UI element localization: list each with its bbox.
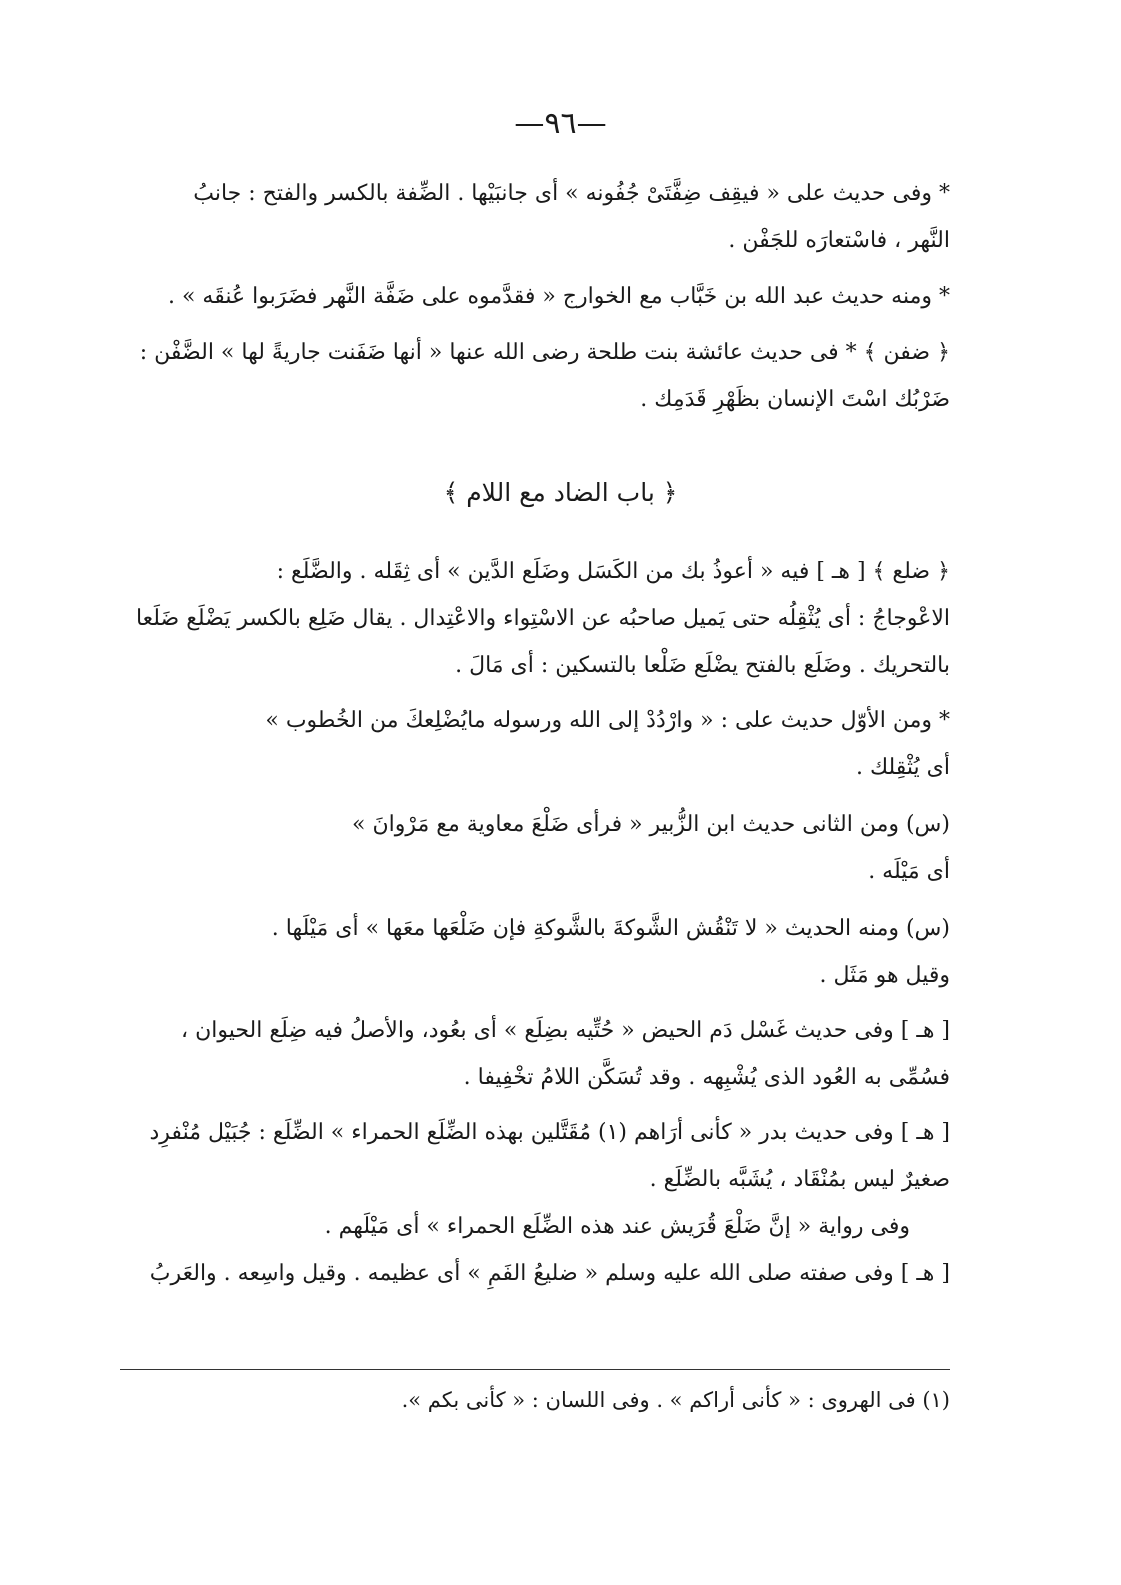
text-line: ﴿ ضفن ﴾ * فى حديث عائشة بنت طلحة رضى الله عنها « أنها ضَفَنت جاريةً لها » الضَّفْن : xyxy=(139,340,950,365)
text-line: فسُمِّى به العُود الذى يُشْبِهه . وقد تُسَكَّن اللامُ تخْفِيفا . xyxy=(463,1065,950,1090)
paragraph xyxy=(120,1203,950,1250)
text-line: ﴿ ضلع ﴾ [ هـ ] فيه « أعوذُ بك من الكَسَل وضَلَع الدَّين » أى ثِقَله . والضَّلَع : xyxy=(276,559,950,584)
paragraph xyxy=(120,1109,950,1203)
page-number: —٩٦— xyxy=(514,106,607,141)
text-line: الاعْوجاجُ : أى يُثْقِلُه حتى يَميل صاحبُه عن الاسْتِواء والاعْتِدال . يقال ضَلِع بالكسر يَضْلَع ضَلَعا xyxy=(135,606,950,631)
section-heading: ﴿ باب الضاد مع اللام ﴾ xyxy=(443,478,678,507)
text-line: صغيرٌ ليس بمُنْقَاد ، يُشَبَّه بالضِّلَع . xyxy=(649,1167,950,1192)
text-line: * ومن الأوّل حديث على : « وارْدُدْ إلى الله ورسوله مايُضْلِعكَ من الخُطوب » xyxy=(265,708,950,733)
paragraph xyxy=(120,1007,950,1101)
footnote-rule xyxy=(120,1369,950,1370)
text-block-bottom xyxy=(120,548,950,1297)
text-line: النَّهر ، فاسْتعارَه للجَفْن . xyxy=(728,228,950,253)
text-line: (س) ومنه الحديث « لا تَنْقُش الشَّوكةَ بالشَّوكةِ فإن ضَلْعَها معَها » أى مَيْلَها . xyxy=(271,916,950,941)
paragraph xyxy=(120,905,950,999)
paragraph xyxy=(120,548,950,689)
paragraph xyxy=(120,329,950,423)
text-line: وقيل هو مَثَل . xyxy=(819,963,950,988)
text-line: أى مَيْلَه . xyxy=(868,859,950,884)
text-line: * ومنه حديث عبد الله بن خَبَّاب مع الخوارج « فقدَّموه على ضَفَّة النَّهر فضَرَبوا عُنقَه » . xyxy=(167,284,950,309)
paragraph xyxy=(120,170,950,264)
text-line: ضَرْبُك اسْتَ الإنسان بظَهْرِ قَدَمِك . xyxy=(640,387,950,412)
text-line: (س) ومن الثانى حديث ابن الزُّبير « فرأى ضَلْعَ معاوية مع مَرْوانَ » xyxy=(352,812,950,837)
paragraph xyxy=(120,273,950,320)
text-line: * وفى حديث على « فيقِف ضِفَّتَىْ جُفُونه » أى جانبَيْها . الضِّفة بالكسر والفتح : جانبُ xyxy=(193,181,950,206)
text-line: [ هـ ] وفى صفته صلى الله عليه وسلم « ضليعُ الفَمِ » أى عظيمه . وقيل واسِعه . والعَربُ xyxy=(149,1261,950,1286)
text-line: أى يُثْقِلك . xyxy=(855,755,950,780)
paragraph xyxy=(120,801,950,895)
text-block-top xyxy=(120,170,950,423)
paragraph xyxy=(120,697,950,791)
text-line: [ هـ ] وفى حديث بدر « كأنى أرَاهم (١) مُقَتَّلين بهذه الضِّلَع الحمراء » الضِّلَع : جُبَيْل مُنْفرِد xyxy=(149,1120,950,1145)
paragraph xyxy=(120,1250,950,1297)
text-line: بالتحريك . وضَلَع بالفتح يضْلَع ضَلْعا بالتسكين : أى مَالَ . xyxy=(455,653,950,678)
footnote: (١) فى الهروى : « كأنى أراكم » . وفى اللسان : « كأنى بكم ». xyxy=(401,1388,950,1412)
text-line: [ هـ ] وفى حديث غَسْل دَم الحيض « حُتِّيه بضِلَع » أى بعُود، والأصلُ فيه ضِلَع الحيوان ، xyxy=(180,1018,950,1043)
text-line: وفى رواية « إنَّ ضَلْعَ قُرَيش عند هذه الضِّلَع الحمراء » أى مَيْلَهم . xyxy=(324,1214,910,1239)
